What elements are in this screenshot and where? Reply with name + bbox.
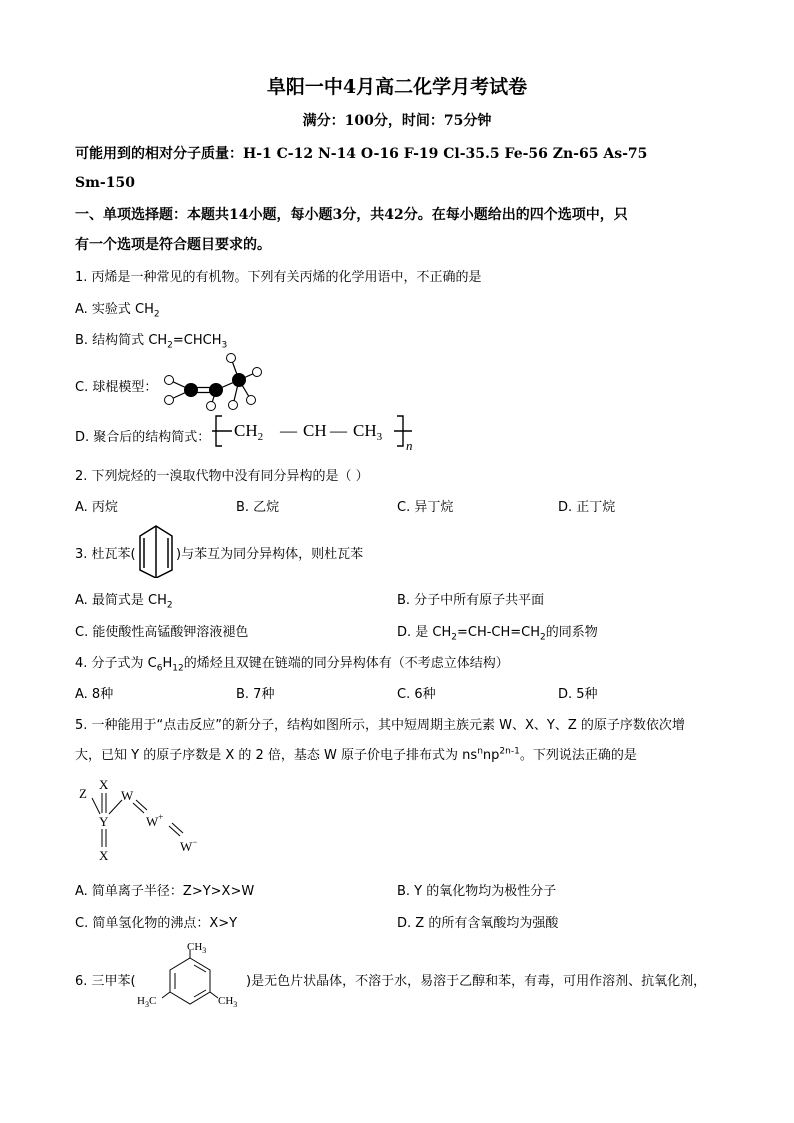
polymer-formula <box>212 410 422 452</box>
section-heading-cont: 有一个选项是符合题目要求的。 <box>75 237 271 253</box>
question-1-option-d: D. 聚合后的结构简式： <box>75 430 211 445</box>
question-3-option-c: C. 能使酸性高锰酸钾溶液褪色 <box>75 625 249 640</box>
question-3-option-d: D. 是 $CH_2=CH-CH=CH_2$的同系物 <box>397 625 598 643</box>
question-1-option-c: C. 球棍模型： <box>75 380 158 395</box>
question-5-option-c: C. 简单氢化物的沸点：X>Y <box>75 916 238 931</box>
question-2-stem: 2. 下列烷烃的一溴取代物中没有同分异构的是（ ） <box>75 469 369 484</box>
question-4-option-b: B. 7种 <box>236 687 275 702</box>
question-2-option-d: D. 正丁烷 <box>558 500 616 515</box>
question-1-option-a: A. 实验式 $CH_2$ <box>75 302 160 320</box>
atom-y: Y <box>99 814 109 829</box>
polymer-unit-ch3: $CH_3$ <box>353 421 383 443</box>
question-2-option-b: B. 乙烷 <box>236 500 280 515</box>
question-4-option-d: D. 5种 <box>558 687 598 702</box>
atom-x: X <box>99 780 109 792</box>
exam-info: 满分：100分，时间：75分钟 <box>302 113 492 129</box>
bond-dash: — <box>330 421 347 440</box>
page-title: 阜阳一中4月高二化学月考试卷 <box>266 76 528 98</box>
question-4-option-c: C. 6种 <box>397 687 436 702</box>
question-5-stem: 5. 一种能用于“点击反应”的新分子，结构如图所示，其中短周期主族元素 W、X、Y、Z 的原子序数依次增 <box>75 718 685 733</box>
atom-w: W <box>121 788 134 803</box>
repeat-count: n <box>406 438 413 452</box>
methyl-right: $CH_3$ <box>218 995 238 1009</box>
question-2-option-c: C. 异丁烷 <box>397 500 454 515</box>
question-5-option-a: A. 简单离子半径：Z>Y>X>W <box>75 884 255 899</box>
question-6-stem-a: 6. 三甲苯( <box>75 974 136 989</box>
polymer-unit-ch2: $CH_2$ <box>234 421 264 443</box>
question-4-stem: 4. 分子式为 $C_6H_{12}$的烯烃且双键在链端的同分异构体有（不考虑立体结构） <box>75 656 509 674</box>
question-2-option-a: A. 丙烷 <box>75 500 118 515</box>
methyl-left: $H_3C$ <box>137 995 157 1009</box>
atom-w-cation: W+ <box>146 812 164 829</box>
question-5-option-b: B. Y 的氧化物均为极性分子 <box>397 884 557 899</box>
section-heading: 一、单项选择题：本题共14小题，每小题3分，共42分。在每小题给出的四个选项中，只 <box>75 207 628 223</box>
mesitylene-structure <box>130 938 248 1016</box>
bond-dash: — <box>280 421 297 440</box>
atom-w-anion: W− <box>180 837 198 854</box>
methyl-top: $CH_3$ <box>187 941 207 955</box>
question-4-option-a: A. 8种 <box>75 687 114 702</box>
question-5-option-d: D. Z 的所有含氧酸均为强酸 <box>397 916 559 931</box>
click-molecule-structure <box>76 780 216 862</box>
question-1-option-b: B. 结构简式 $CH_2=CHCH_3$ <box>75 333 228 351</box>
question-3-option-a: A. 最简式是 $CH_2$ <box>75 593 173 611</box>
relative-masses: 可能用到的相对分子质量：H-1 C-12 N-14 O-16 F-19 Cl-35.5 Fe-56 Zn-65 As-75 <box>75 146 648 162</box>
ball-stick-model <box>155 350 270 412</box>
atom-z: Z <box>79 786 87 801</box>
question-6-stem-b: )是无色片状晶体，不溶于水，易溶于乙醇和苯，有毒，可用作溶剂、抗氧化剂， <box>246 974 707 989</box>
relative-masses-cont: Sm-150 <box>75 175 135 191</box>
question-5-stem-cont: 大，已知 Y 的原子序数是 X 的 2 倍，基态 W 原子价电子排布式为 $ns^nnp^{2n-1}$。下列说法正确的是 <box>75 746 637 763</box>
question-3-stem-a: 3. 杜瓦苯( <box>75 547 136 562</box>
polymer-unit-ch: CH <box>303 421 327 440</box>
question-1-stem: 1. 丙烯是一种常见的有机物。下列有关丙烯的化学用语中，不正确的是 <box>75 270 482 285</box>
question-3-stem-b: )与苯互为同分异构体，则杜瓦苯 <box>176 547 364 562</box>
atom-x: X <box>99 848 109 862</box>
dewar-benzene-structure <box>134 522 178 578</box>
question-3-option-b: B. 分子中所有原子共平面 <box>397 593 545 608</box>
